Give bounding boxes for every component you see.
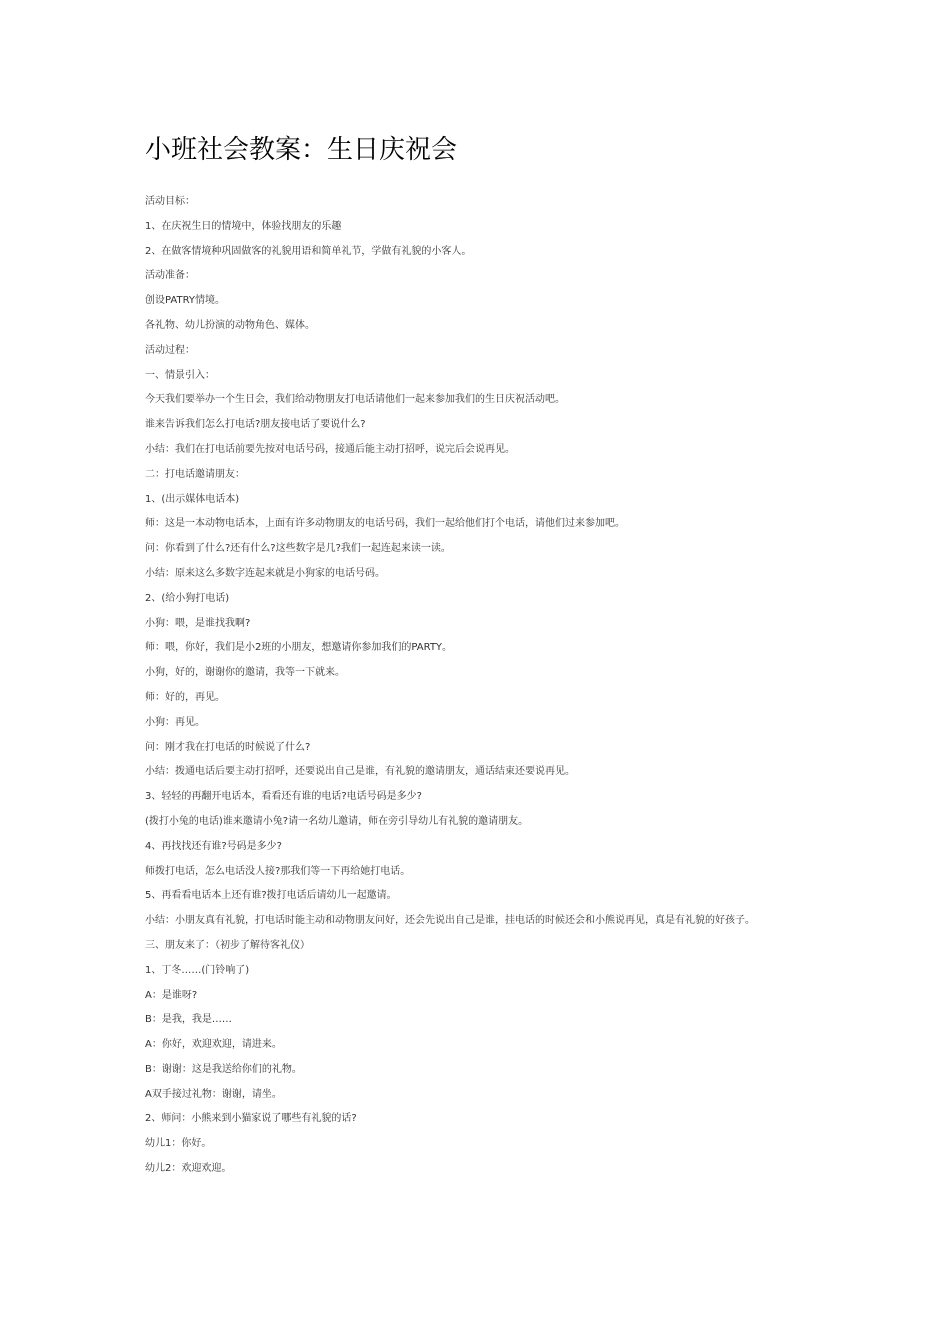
paragraph: A：是谁呀? xyxy=(145,989,198,1001)
paragraph: 师：好的，再见。 xyxy=(145,691,225,703)
paragraph: B：是我，我是…… xyxy=(145,1014,232,1026)
paragraph: 活动目标： xyxy=(145,196,195,207)
document-title: 小班社会教案：生日庆祝会 xyxy=(145,135,458,165)
paragraph: 5、再看看电话本上还有谁?拨打电话后请幼儿一起邀请。 xyxy=(145,890,397,902)
paragraph: 3、轻轻的再翻开电话本，看看还有谁的电话?电话号码是多少? xyxy=(145,791,422,803)
paragraph: 谁来告诉我们怎么打电话?朋友接电话了要说什么? xyxy=(145,419,366,431)
paragraph: 小狗：再见。 xyxy=(145,716,205,728)
paragraph: 各礼物、幼儿扮演的动物角色、媒体。 xyxy=(145,319,315,331)
paragraph: 幼儿1：你好。 xyxy=(145,1138,212,1150)
paragraph: 师：喂，你好，我们是小2班的小朋友，想邀请你参加我们的PARTY。 xyxy=(145,642,453,654)
paragraph: B：谢谢：这是我送给你们的礼物。 xyxy=(145,1063,302,1075)
paragraph: 1、(出示媒体电话本) xyxy=(145,493,240,505)
paragraph: 师拨打电话，怎么电话没人接?那我们等一下再给她打电话。 xyxy=(145,865,411,877)
paragraph: 小结：原来这么多数字连起来就是小狗家的电话号码。 xyxy=(145,567,385,579)
paragraph: 创设PATRY情境。 xyxy=(145,295,225,307)
paragraph: 2、(给小狗打电话) xyxy=(145,592,230,604)
paragraph: 一、情景引入： xyxy=(145,369,215,381)
paragraph: 小结：我们在打电话前要先按对电话号码，接通后能主动打招呼，说完后会说再见。 xyxy=(145,443,515,455)
paragraph: 活动过程： xyxy=(145,344,195,356)
paragraph: A双手接过礼物：谢谢，请坐。 xyxy=(145,1088,282,1100)
paragraph: (拨打小兔的电话)谁来邀请小兔?请一名幼儿邀请，师在旁引导幼儿有礼貌的邀请朋友。 xyxy=(145,815,529,827)
paragraph: 小狗，好的，谢谢你的邀请，我等一下就来。 xyxy=(145,667,345,679)
paragraph: 二：打电话邀请朋友： xyxy=(145,468,245,480)
paragraph: 问：你看到了什么?还有什么?这些数字是几?我们一起连起来读一读。 xyxy=(145,543,451,555)
paragraph: 1、在庆祝生日的情境中，体验找朋友的乐趣 xyxy=(145,220,342,232)
paragraph: 师：这是一本动物电话本，上面有许多动物朋友的电话号码，我们一起给他们打个电话，请他们过来参加吧。 xyxy=(145,518,625,530)
paragraph: 问：刚才我在打电话的时候说了什么? xyxy=(145,741,311,753)
paragraph: 今天我们要举办一个生日会，我们给动物朋友打电话请他们一起来参加我们的生日庆祝活动吧。 xyxy=(145,394,565,406)
paragraph: 4、再找找还有谁?号码是多少? xyxy=(145,840,282,852)
paragraph: 活动准备： xyxy=(145,270,195,282)
document-body xyxy=(145,190,810,1182)
paragraph: 幼儿2：欢迎欢迎。 xyxy=(145,1163,232,1175)
paragraph: 1、丁冬……(门铃响了) xyxy=(145,964,250,976)
paragraph: 2、师问：小熊来到小猫家说了哪些有礼貌的话? xyxy=(145,1113,357,1125)
paragraph: 2、在做客情境种巩固做客的礼貌用语和简单礼节，学做有礼貌的小客人。 xyxy=(145,245,472,257)
paragraph: 三、朋友来了：（初步了解待客礼仪） xyxy=(145,939,310,951)
paragraph: 小狗：喂，是谁找我啊? xyxy=(145,617,251,629)
paragraph: 小结：小朋友真有礼貌，打电话时能主动和动物朋友问好，还会先说出自己是谁，挂电话的时候还会和小熊说再见，真是有礼貌的好孩子。 xyxy=(145,915,755,927)
paragraph: A：你好，欢迎欢迎，请进来。 xyxy=(145,1039,282,1051)
paragraph: 小结：拨通电话后要主动打招呼，还要说出自己是谁，有礼貌的邀请朋友，通话结束还要说再见。 xyxy=(145,766,575,778)
